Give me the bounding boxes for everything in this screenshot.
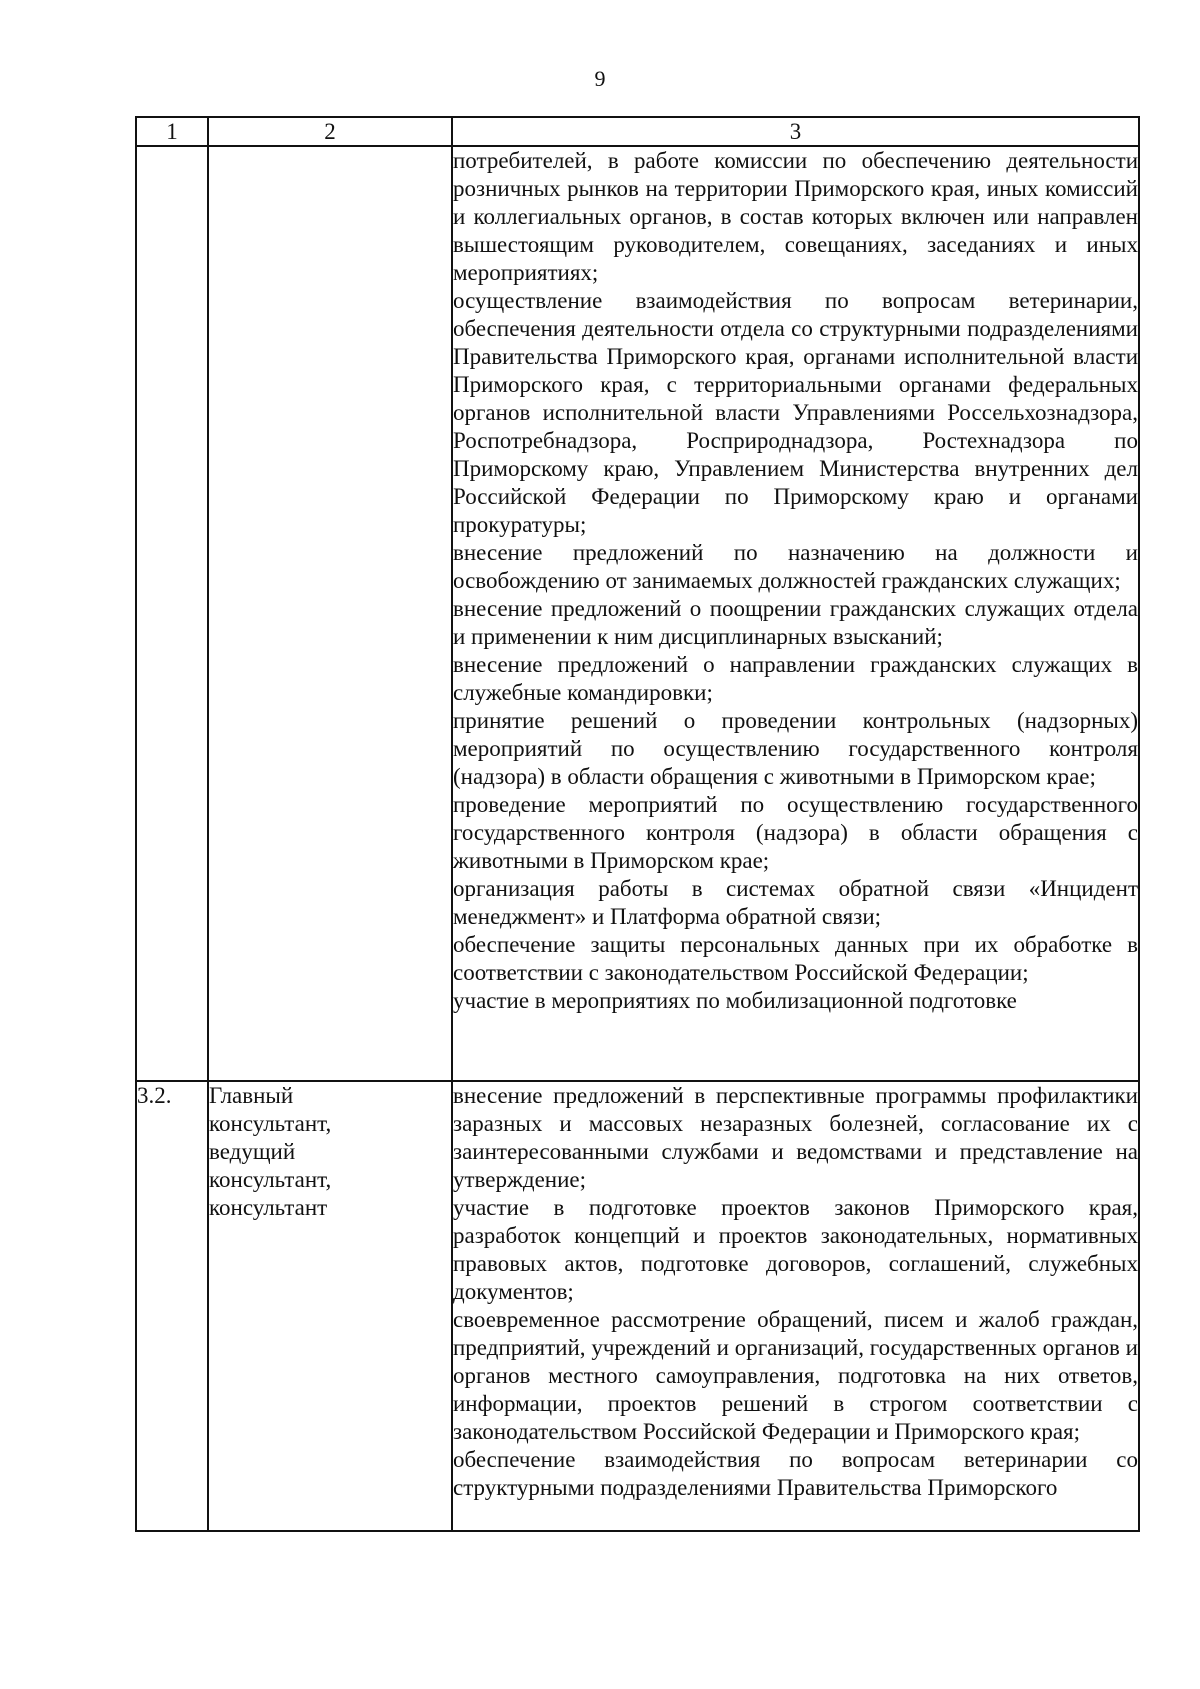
column-header-3: 3 xyxy=(452,117,1139,146)
header-row xyxy=(136,117,1139,146)
duty-item: участие в мероприятиях по мобилизационной подготовке xyxy=(453,988,1017,1013)
duty-item: проведение мероприятий по осуществлению государственного государственного контроля (надзора) в области обращения с животными в Приморском крае; xyxy=(453,792,1138,873)
duty-item: осуществление взаимодействия по вопросам ветеринарии, обеспечения деятельности отдела со структурными подразделениями Правительства Приморского края, органами исполнительной власти Приморского края, с территориальными органами федеральных органов исполнительной власти Управлениями Россельхознадзора, Роспотребнадзора, Росприроднадзора, Ростехнадзора по Приморскому краю, Управлением Министерства внутренних дел Российской Федерации по Приморскому краю и органами прокуратуры; xyxy=(453,288,1138,537)
duty-item: обеспечение защиты персональных данных при их обработке в соответствии с законодательством Российской Федерации; xyxy=(453,932,1138,985)
table-header xyxy=(136,117,1139,146)
duty-item: внесение предложений о поощрении гражданских служащих отдела и применении к ним дисциплинарных взысканий; xyxy=(453,596,1138,649)
duty-item: внесение предложений о направлении гражданских служащих в служебные командировки; xyxy=(453,652,1138,705)
position-line: консультант xyxy=(209,1195,328,1220)
duty-item: потребителей, в работе комиссии по обеспечению деятельности розничных рынков на территории Приморского края, иных комиссий и коллегиальных органов, в состав которых включен или направлен вышестоящим руководителем, совещаниях, заседаниях и иных мероприятиях; xyxy=(453,148,1138,285)
row-number-cell: 3.2. xyxy=(136,1081,208,1531)
row-number-cell xyxy=(136,146,208,1081)
duties-table xyxy=(135,116,1140,1532)
column-header-1: 1 xyxy=(136,117,208,146)
duty-item: внесение предложений в перспективные программы профилактики заразных и массовых незаразных болезней, согласование их с заинтересованными службами и ведомствами и представление на утверждение; xyxy=(453,1083,1138,1192)
duty-item: внесение предложений по назначению на должности и освобождению от занимаемых должностей гражданских служащих; xyxy=(453,540,1138,593)
position-line: консультант, xyxy=(209,1167,332,1192)
page-number: 9 xyxy=(594,66,606,91)
column-header-2: 2 xyxy=(208,117,452,146)
position-line: ведущий xyxy=(209,1139,296,1164)
table-row-3-2 xyxy=(136,1081,1139,1531)
duty-item: своевременное рассмотрение обращений, писем и жалоб граждан, предприятий, учреждений и организаций, государственных органов и органов местного самоуправления, подготовка на них ответов, информации, проектов решений в строгом соответствии с законодательством Российской Федерации и Приморского края; xyxy=(453,1307,1138,1444)
position-cell xyxy=(208,1081,452,1531)
duties-cell xyxy=(452,1081,1139,1531)
position-cell xyxy=(208,146,452,1081)
duty-item: обеспечение взаимодействия по вопросам ветеринарии со структурными подразделениями Правительства Приморского xyxy=(453,1447,1138,1500)
duties-cell xyxy=(452,146,1139,1081)
duty-item: принятие решений о проведении контрольных (надзорных) мероприятий по осуществлению государственного контроля (надзора) в области обращения с животными в Приморском крае; xyxy=(453,708,1138,789)
position-line: консультант, xyxy=(209,1111,332,1136)
duty-item: организация работы в системах обратной связи «Инцидент менеджмент» и Платформа обратной связи; xyxy=(453,876,1138,929)
table-row-continuation xyxy=(136,146,1139,1081)
position-line: Главный xyxy=(209,1083,294,1108)
duty-item: участие в подготовке проектов законов Приморского края, разработок концепций и проектов законодательных, нормативных правовых актов, подготовке договоров, соглашений, служебных документов; xyxy=(453,1195,1138,1304)
